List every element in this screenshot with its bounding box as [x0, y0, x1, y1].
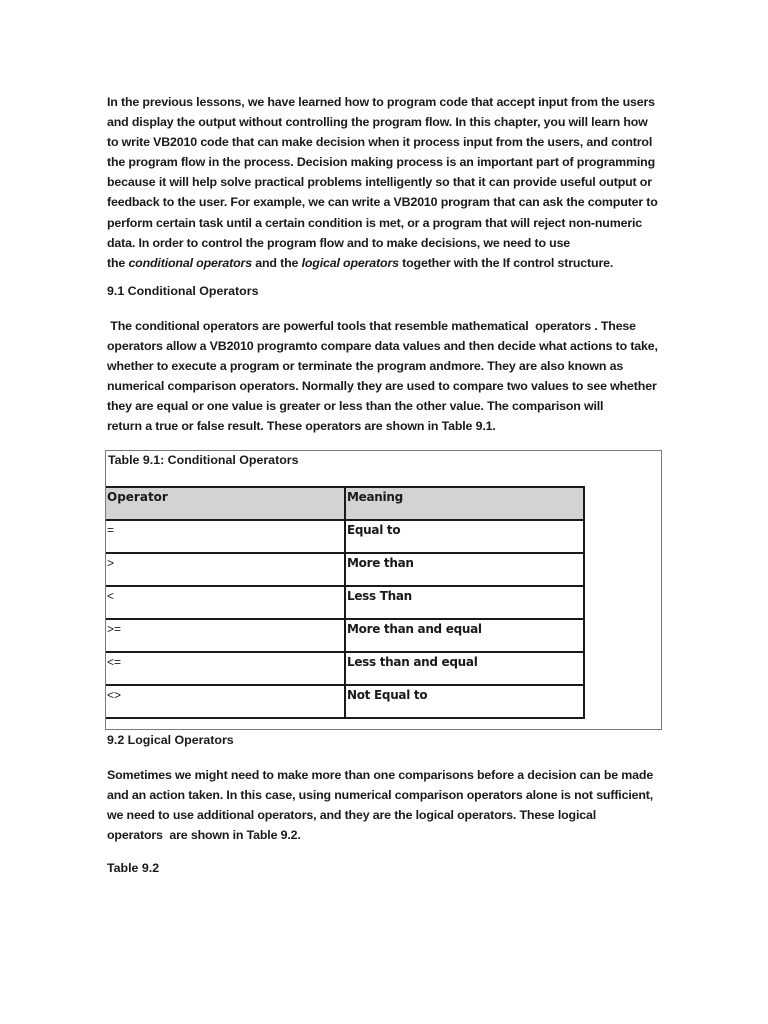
table-row	[106, 652, 584, 685]
intro-paragraph	[107, 92, 663, 273]
conditional-operators-table	[106, 486, 585, 719]
table-row	[106, 586, 584, 619]
header-operator: Operator	[106, 487, 345, 520]
text-line: In the previous lessons, we have learned how to program code that accept input from the users	[107, 95, 655, 109]
table-row	[106, 520, 584, 553]
table-header-row	[106, 487, 584, 520]
meaning-cell: Less than and equal	[345, 652, 584, 685]
text-line: because it will help solve practical problems intelligently so that it can provide useful output or	[107, 175, 652, 190]
table-caption: Table 9.1: Conditional Operators	[108, 453, 299, 467]
text-line: they are equal or one value is greater or less than the other value. The comparison will	[107, 399, 604, 414]
section-9-2-paragraph	[107, 765, 663, 845]
text-line-with-emphasis	[107, 253, 663, 273]
text-fragment: the	[107, 255, 129, 270]
text-line: numerical comparison operators. Normally they are used to compare two values to see whether	[107, 379, 657, 394]
table-9-2-label: Table 9.2	[107, 861, 160, 875]
text-line: data. In order to control the program flow and to make decisions, we need to use	[107, 235, 571, 250]
text-line: feedback to the user. For example, we can write a VB2010 program that can ask the computer to	[107, 195, 658, 210]
meaning-cell: More than	[345, 553, 584, 586]
text-line: return a true or false result. These operators are shown in Table 9.1.	[107, 419, 496, 434]
text-line: operators are shown in Table 9.2.	[107, 828, 301, 843]
operator-cell: <	[106, 586, 345, 619]
operator-cell: >	[106, 553, 345, 586]
section-heading-9-2: 9.2 Logical Operators	[107, 733, 234, 747]
header-meaning: Meaning	[345, 487, 584, 520]
meaning-cell: Equal to	[345, 520, 584, 553]
meaning-cell: More than and equal	[345, 619, 584, 652]
text-line: and display the output without controlling the program flow. In this chapter, you will learn how	[107, 115, 648, 130]
table-row	[106, 685, 584, 718]
text-line: the program flow in the process. Decision making process is an important part of programming	[107, 155, 656, 170]
operator-cell: >=	[106, 619, 345, 652]
table-row	[106, 553, 584, 586]
text-line: and an action taken. In this case, using numerical comparison operators alone is not sufficient,	[107, 788, 654, 803]
text-line: The conditional operators are powerful tools that resemble mathematical operators . These	[107, 319, 636, 333]
text-line: Sometimes we might need to make more than one comparisons before a decision can be made	[107, 768, 654, 782]
emphasis-logical-operators: logical operators	[301, 255, 399, 270]
operator-cell: <=	[106, 652, 345, 685]
table-9-1-frame	[105, 450, 662, 730]
meaning-cell: Not Equal to	[345, 685, 584, 718]
text-line: operators allow a VB2010 programto compare data values and then decide what actions to take,	[107, 339, 658, 354]
section-heading-9-1: 9.1 Conditional Operators	[107, 284, 259, 298]
text-fragment: together with the If control structure.	[398, 255, 614, 270]
text-line: whether to execute a program or terminate the program andmore. They are also known as	[107, 359, 624, 374]
table-row	[106, 619, 584, 652]
text-fragment: and the	[251, 255, 302, 270]
meaning-cell: Less Than	[345, 586, 584, 619]
text-line: perform certain task until a certain condition is met, or a program that will reject non-numeric	[107, 215, 643, 230]
operator-cell: <>	[106, 685, 345, 718]
section-9-1-paragraph	[107, 316, 663, 437]
text-line: we need to use additional operators, and they are the logical operators. These logical	[107, 808, 597, 823]
operator-cell: =	[106, 520, 345, 553]
text-line: to write VB2010 code that can make decision when it process input from the users, and control	[107, 135, 653, 150]
emphasis-conditional-operators: conditional operators	[128, 255, 252, 270]
